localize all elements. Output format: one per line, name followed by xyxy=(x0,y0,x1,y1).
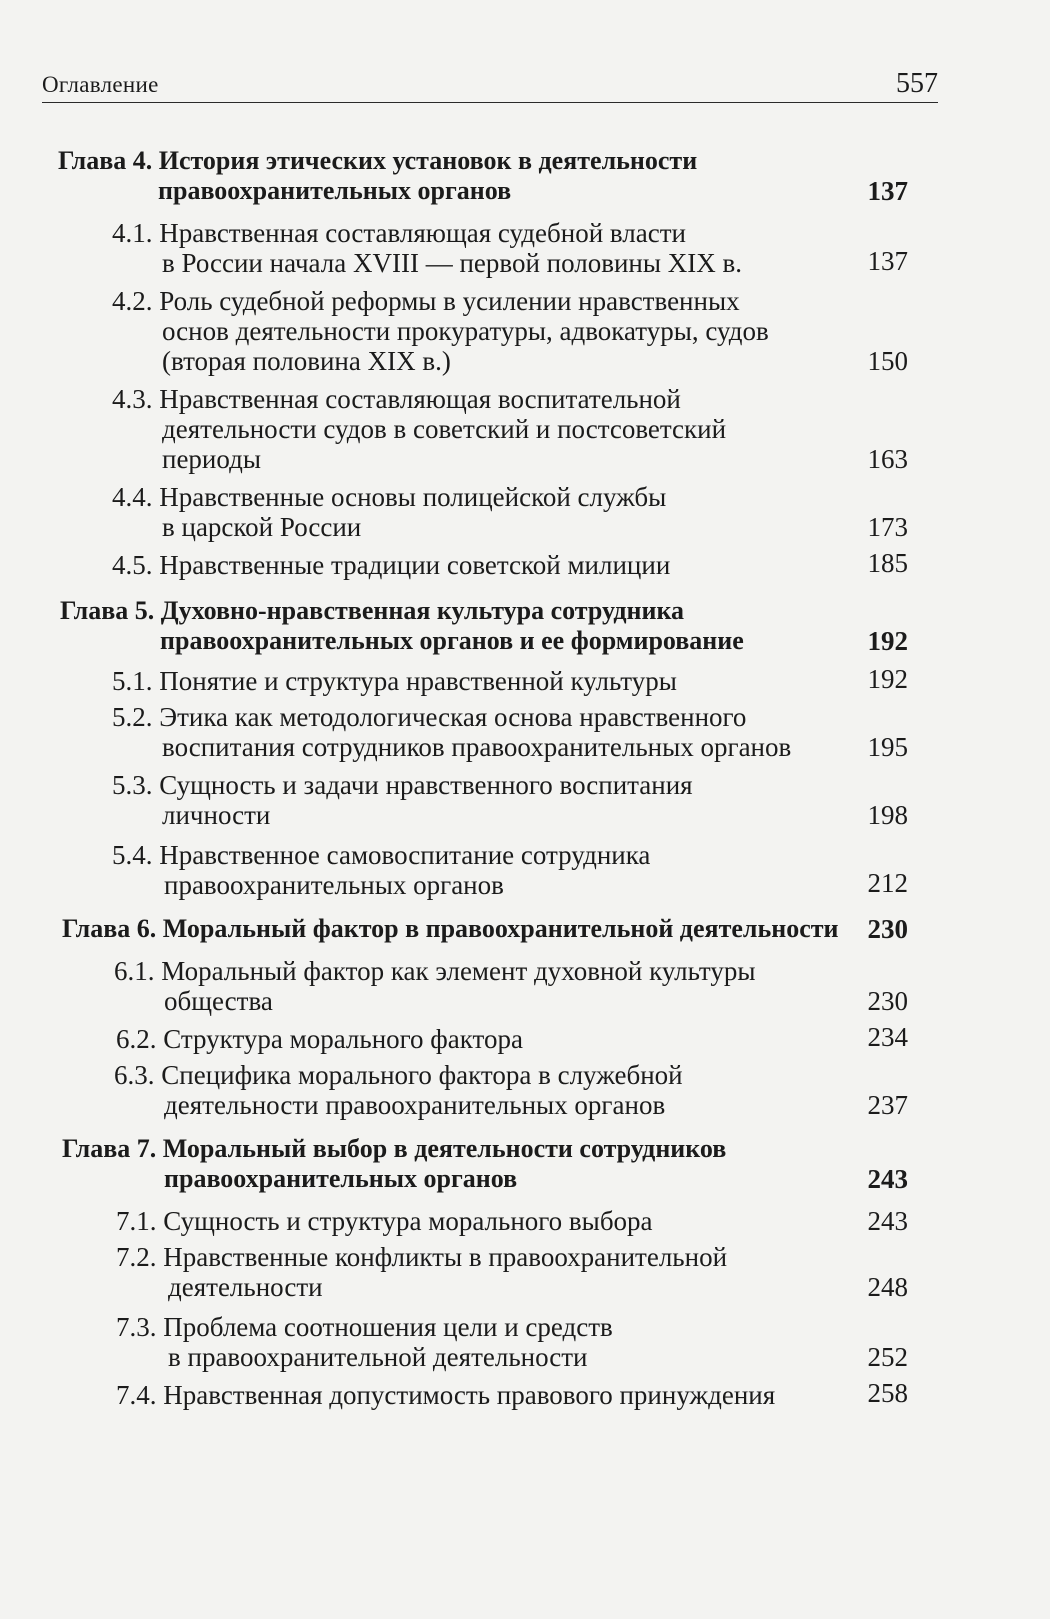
section-title-line: в России начала XVIII — первой половины XIX в. xyxy=(162,248,742,278)
section-title-line: правоохранительных органов xyxy=(164,870,504,900)
running-header xyxy=(42,66,938,103)
toc-page-number: 237 xyxy=(867,1090,908,1120)
chapter-title-line: Глава 5. Духовно-нравственная культура сотрудника xyxy=(60,596,685,625)
toc-page-number: 198 xyxy=(867,800,908,830)
section-title-line: в царской России xyxy=(162,512,362,542)
section-title-line: 7.2. Нравственные конфликты в правоохранительной xyxy=(116,1242,728,1272)
section-title-line: общества xyxy=(164,986,273,1016)
chapter-title-line: правоохранительных органов xyxy=(158,176,512,205)
toc-page-number: 258 xyxy=(867,1378,908,1408)
section-title-line: 4.1. Нравственная составляющая судебной власти xyxy=(112,218,687,248)
toc-page-number: 234 xyxy=(867,1022,908,1052)
section-title-line: деятельности xyxy=(168,1272,323,1302)
chapter-title-line: Глава 4. История этических установок в деятельности xyxy=(58,146,698,175)
section-title-line: 7.3. Проблема соотношения цели и средств xyxy=(116,1312,613,1342)
chapter-title-line: правоохранительных органов xyxy=(164,1164,518,1193)
toc-page-number: 137 xyxy=(867,246,908,276)
section-title-line: 7.4. Нравственная допустимость правового принуждения xyxy=(116,1380,776,1410)
section-title-line: (вторая половина XIX в.) xyxy=(162,346,451,376)
section-title-line: деятельности правоохранительных органов xyxy=(164,1090,666,1120)
section-title-line: 7.1. Сущность и структура морального выбора xyxy=(116,1206,653,1236)
toc-page-number: 252 xyxy=(867,1342,908,1372)
section-title-line: основ деятельности прокуратуры, адвокатуры, судов xyxy=(162,316,769,346)
toc-page-number: 243 xyxy=(867,1206,908,1236)
section-title-line: 4.3. Нравственная составляющая воспитательной xyxy=(112,384,681,414)
toc-page-number: 243 xyxy=(867,1164,908,1194)
toc-page-number: 195 xyxy=(867,732,908,762)
section-title-line: периоды xyxy=(162,444,261,474)
toc-page-number: 185 xyxy=(867,548,908,578)
section-title-line: 6.2. Структура морального фактора xyxy=(116,1024,523,1054)
section-title-line: 4.4. Нравственные основы полицейской службы xyxy=(112,482,667,512)
chapter-title-line: правоохранительных органов и ее формирование xyxy=(160,626,744,655)
section-title-line: личности xyxy=(162,800,271,830)
toc-page-number: 173 xyxy=(867,512,908,542)
section-title-line: 4.5. Нравственные традиции советской милиции xyxy=(112,550,671,580)
section-title-line: воспитания сотрудников правоохранительных органов xyxy=(162,732,792,762)
section-title-line: 4.2. Роль судебной реформы в усилении нравственных xyxy=(112,286,740,316)
section-title-line: 5.1. Понятие и структура нравственной культуры xyxy=(112,666,677,696)
chapter-title-line: Глава 7. Моральный выбор в деятельности сотрудников xyxy=(62,1134,727,1163)
section-title-line: в правоохранительной деятельности xyxy=(168,1342,588,1372)
page-number: 557 xyxy=(896,68,938,99)
toc-page-number: 192 xyxy=(867,626,908,656)
section-title-line: 6.3. Специфика морального фактора в служебной xyxy=(114,1060,683,1090)
toc-page-number: 248 xyxy=(867,1272,908,1302)
toc-page-number: 163 xyxy=(867,444,908,474)
chapter-title-line: Глава 6. Моральный фактор в правоохранительной деятельности xyxy=(62,914,839,943)
toc-page-number: 230 xyxy=(867,914,908,944)
section-title-line: 5.3. Сущность и задачи нравственного воспитания xyxy=(112,770,693,800)
toc-page-number: 150 xyxy=(867,346,908,376)
section-title-line: 6.1. Моральный фактор как элемент духовной культуры xyxy=(114,956,756,986)
section-title-line: деятельности судов в советский и постсоветский xyxy=(162,414,727,444)
toc-page-number: 230 xyxy=(867,986,908,1016)
section-title-line: 5.2. Этика как методологическая основа нравственного xyxy=(112,702,747,732)
running-header-title: Оглавление xyxy=(42,72,159,97)
toc-page-number: 212 xyxy=(867,868,908,898)
section-title-line: 5.4. Нравственное самовоспитание сотрудника xyxy=(112,840,651,870)
toc-page-number: 137 xyxy=(867,176,908,206)
toc-page-number: 192 xyxy=(867,664,908,694)
